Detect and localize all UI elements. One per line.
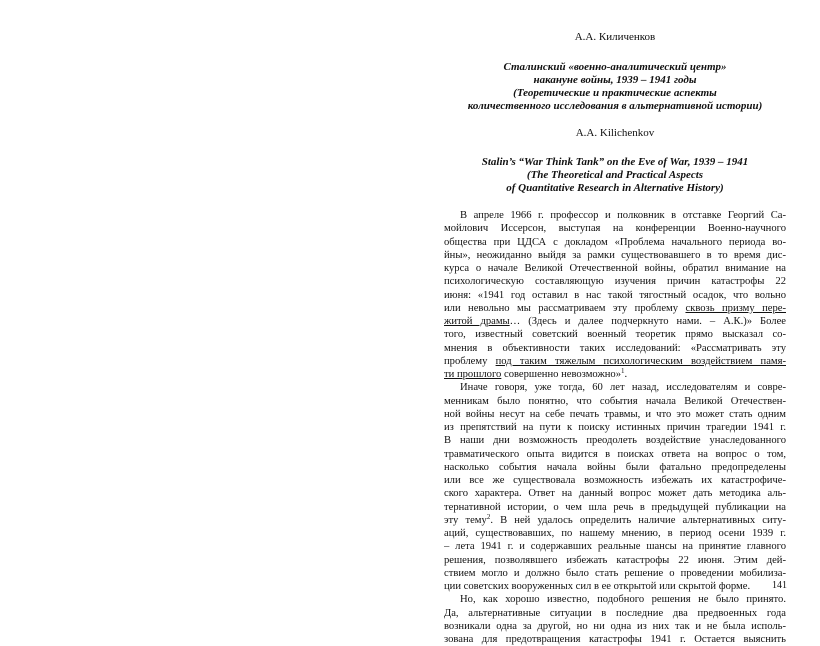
text-line	[444, 315, 786, 328]
text-fragment: … (Здесь и далее подчеркнуто нами. – А.К.)» Более	[509, 316, 786, 327]
text-line: Но, как хорошо известно, подобного решения не было принято.	[460, 594, 786, 606]
text-line: насколько события начала войны были фатально предопределены	[444, 461, 786, 473]
text-line: общества при ЦДСА с докладом «Проблема начального периода во-	[444, 236, 786, 248]
text-fragment: или невольно мы рассматриваем эту проблему	[444, 302, 686, 314]
author-name-ru: А.А. Киличенков	[574, 31, 656, 43]
underlined-text: под таким тяжелым психологическим воздействием памя-	[495, 355, 786, 367]
text-line: ствием могло и должно было стать решение о проведении мобилиза-	[444, 567, 786, 579]
text-line: психологическую составляющую изучения причин катастрофы 22	[444, 276, 786, 288]
page-number: 141	[772, 580, 787, 591]
article-title-en	[444, 156, 786, 195]
text-line: курса о начале Великой Отечественной войны, обратил внимание на	[444, 263, 786, 274]
text-fragment: эту тему	[444, 514, 487, 526]
text-line: зована для предотвращения катастрофы 1941 г. Остается выяснить	[444, 634, 786, 645]
text-line: В наши дни возможность преодолеть воздействие унаследованного	[444, 435, 786, 447]
text-fragment: проблему	[444, 355, 496, 367]
underlined-text: сквозь призму пере-	[685, 302, 786, 314]
text-line: ского характера. Ответ на данный вопрос может дать методика аль-	[444, 488, 786, 500]
title-ru-line: количественного исследования в альтернативной истории)	[467, 100, 763, 112]
title-ru-line: накануне войны, 1939 – 1941 годы	[533, 74, 697, 86]
footnote-ref-2[interactable]: 2	[486, 513, 491, 521]
title-en-line: (The Theoretical and Practical Aspects	[526, 169, 704, 181]
text-line: травматического опыта видится в поисках ответа на вопрос о том,	[444, 448, 786, 460]
article-body	[444, 209, 786, 646]
text-line: менникам было понятно, что события начала Великой Отечествен-	[444, 395, 786, 407]
text-line: йны», неожиданно выйдя за рамки существовавшего в то время дис-	[444, 249, 786, 261]
text-line: возникали одна за другой, но ни одна из них так и не была исполь-	[444, 620, 786, 632]
text-line: решения, позволявшего избежать катастрофы 22 июня. Этим дей-	[444, 554, 786, 566]
text-fragment: совершенно невозможно»	[501, 369, 622, 380]
title-ru-line: (Теоретические и практические аспекты	[513, 87, 717, 99]
text-line: июня: «1941 год оставил в нас такой тягостный осадок, что вольно	[444, 289, 786, 301]
article-title-ru	[444, 61, 786, 113]
text-line: мойлович Иссерсон, выступая на конференции Военно-научного	[444, 223, 786, 235]
text-line: аций, существовавших, по нашему мнению, в период осени 1939 г.	[444, 528, 786, 539]
text-line: мнения в объективности таких исследований: «Рассматривать эту	[444, 342, 786, 354]
text-fragment: .	[624, 369, 628, 380]
text-line: тернативной истории, о чем шла речь в предыдущей публикации на	[444, 501, 786, 513]
text-fragment: . В ней удалось определить наличие альтернативных ситу-	[490, 514, 786, 526]
text-line: того, известный советский военный теоретик прямо высказал со-	[444, 329, 786, 341]
text-line	[444, 355, 786, 368]
text-line: ной войны несут на себе печать травмы, и что это может стать одним	[444, 408, 786, 420]
text-line	[444, 368, 786, 381]
article-page	[444, 30, 786, 646]
text-line: ции советских вооруженных сил в ее открытой или скрытой форме.	[444, 581, 751, 592]
footnote-ref-1[interactable]: 1	[621, 368, 625, 375]
text-line	[444, 302, 786, 315]
text-line: Иначе говоря, уже тогда, 60 лет назад, исследователям и совре-	[460, 382, 786, 394]
underlined-text: житой драмы	[444, 316, 510, 327]
text-line: – лета 1941 г. и содержавших реальные шансы на принятие главного	[444, 541, 786, 553]
text-line: или все же существовала возможность избежать их катастрофиче-	[444, 475, 786, 486]
title-en-line: Stalin’s “War Think Tank” on the Eve of War, 1939 – 1941	[481, 156, 749, 168]
title-en-line: of Quantitative Research in Alternative History)	[506, 182, 724, 194]
title-ru-line: Сталинский «военно-аналитический центр»	[503, 61, 727, 73]
text-line: В апреле 1966 г. профессор и полковник в отставке Георгий Са-	[460, 210, 786, 221]
author-name-en: A.A. Kilichenkov	[575, 127, 655, 139]
text-line: Да, альтернативные ситуации в последние два предвоенных года	[444, 607, 786, 619]
text-line	[444, 514, 786, 527]
underlined-text: ти прошлого	[444, 369, 502, 380]
text-line: из препятствий на пути к поиску истинных причин трагедии 1941 г.	[444, 422, 786, 433]
